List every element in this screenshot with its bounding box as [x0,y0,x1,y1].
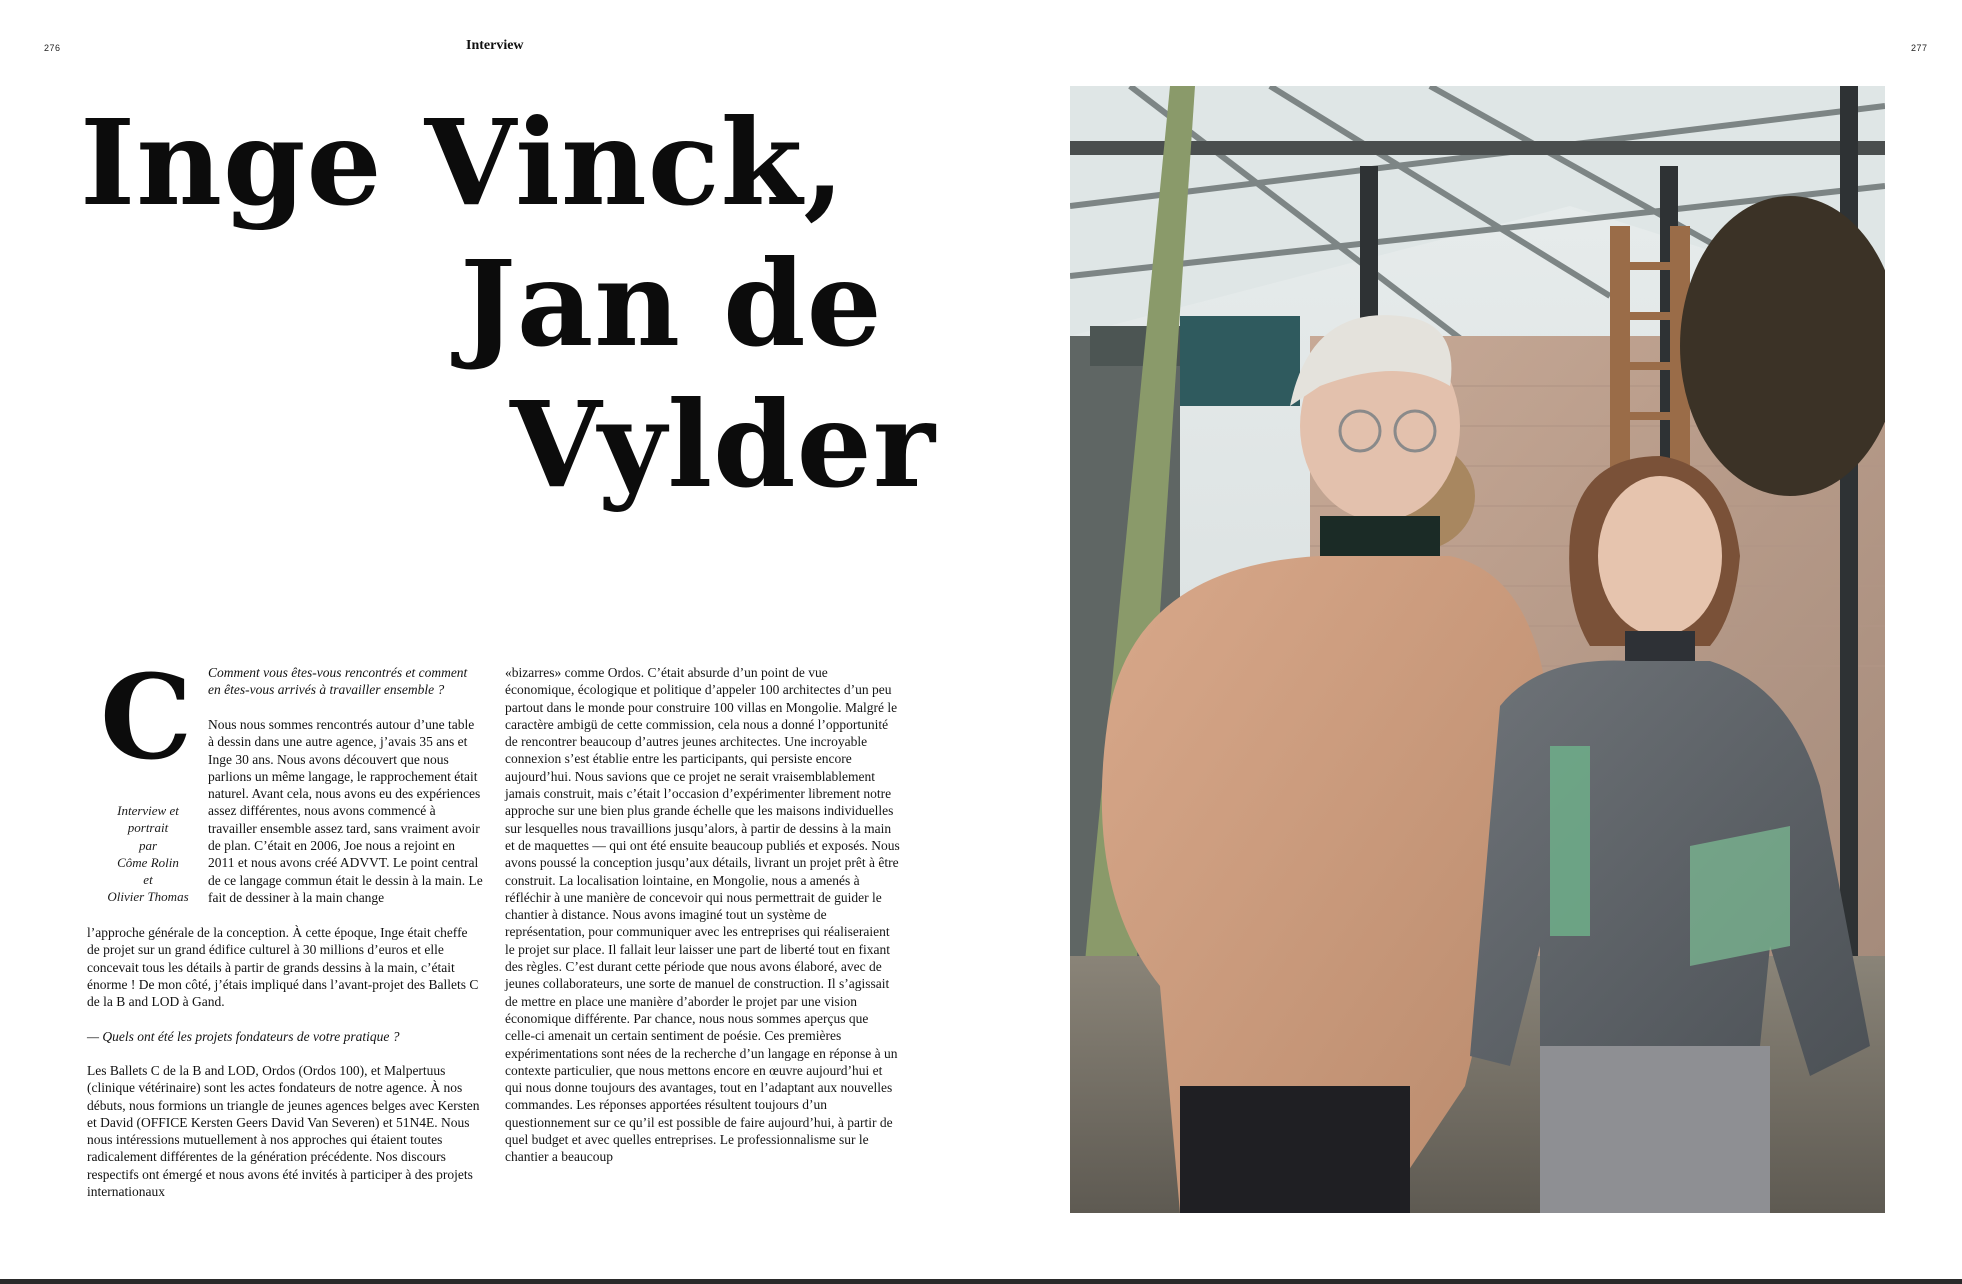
page-number-left: 276 [44,43,61,53]
interview-credit [98,802,198,906]
answer-1-part-b: l’approche générale de la conception. À cette époque, Inge était cheffe de projet sur un grand édifice culturel à 30 millions d’euros et elle concevait tous les détails à partir de grands dessins à la main, c’était énorme ! De mon côté, j’étais impliqué dans l’avant-projet des Ballets C de la B and LOD à Gand. [87,925,479,1010]
credit-line: Côme Rolin [117,854,179,870]
question-1: Comment vous êtes-vous rencontrés et comment en êtes-vous arrivés à travailler ensemble ? [208,665,468,698]
answer-1-part-a: Nous nous sommes rencontrés autour d’une table à dessin dans une autre agence, j’avais 35 ans et Inge 30 ans. Nous avons découvert que nous parlions un même langage, le rapprochement était naturel. Avant cela, nous avons eu des expériences assez différentes, nous avons commencé à travailler ensemble assez tard, sans vraiment avoir de plan. C’était en 2006, Joe nous a rejoint en 2011 et nous avons créé ADVVT. Le point central de ce langage commun était le dessin à la main. Le fait de dessiner à la main change [208,717,483,905]
headline-line-2: Jan de [460,234,883,373]
headline-line-3: Vylder [510,375,936,514]
text-column-right [505,664,900,1166]
credit-line: Olivier Thomas [107,889,189,905]
column-2-text: «bizarres» comme Ordos. C’était absurde d’un point de vue économique, écologique et politique d’appeler 100 architectes d’un peu partout dans le monde pour construire 100 villas en Mongolie. Malgré le caractère ambigü de cette commission, cela nous a donné l’opportunité de rencontrer beaucoup d’autres jeunes architectes. Une incroyable connexion s’est établie entre les participants, qui persiste encore aujourd’hui. Nous savions que ce projet ne serait vraisemblablement jamais construit, mais c’était l’occasion d’expérimenter librement notre approche sur une bien plus grande échelle que les maisons individuelles sur lesquelles nous travaillions jusqu’alors, à partir de dessins à la main et de maquettes — qui ont été ensuite beaucoup publiés et exposés. Nous avons poussé la conception jusqu’aux détails, livrant un projet prêt à être construit. La localisation lointaine, en Mongolie, nous a amenés à réfléchir à une manière de concevoir qui nous permettrait de guider le chantier à distance. Nous avons imaginé tout un système de représentation, pour communiquer avec les entreprises qui réaliseraient le projet sur place. Il fallait leur laisser une part de liberté tout en fixant des règles. C’est durant cette période que nous avons élaboré, avec de jeunes collaborateurs, une sorte de manuel de construction. Il s’agissait de mettre en place une manière d’aborder le projet par une vision économique différente. Par chance, nous nous sommes aperçus que celle-ci amenait un certain sentiment de poésie. Ces premières expérimentations sont nées de la recherche d’un langage en réponse à un contexte particulier, que nous mettons encore en œuvre aujourd’hui et qui nous donne toujours des avantages, tout en l’adaptant aux nouvelles commandes. Les réponses apportées résultent toujours d’un questionnement sur ce qu’il est possible de faire aujourd’hui, à partir de quel budget et avec quelles entreprises. Le professionnalisme sur le chantier a beaucoup [505,665,900,1165]
question-2: — Quels ont été les projets fondateurs de votre pratique ? [87,1029,400,1044]
answer-2: Les Ballets C de la B and LOD, Ordos (Ordos 100), et Malpertuus (clinique vétérinaire) sont les actes fondateurs de notre agence. À nos débuts, nous formions un triangle de jeunes agences belges avec Kersten et David (OFFICE Kersten Geers David Van Severen) et 51N4E. Nous nous intéressions mutuellement à nos approches qui étaient toutes radicalement différentes de la génération précédente. Nos discours respectifs ont émergé et nous avons été invités à participer à des projets internationaux [87,1063,480,1200]
portrait-photo [1070,86,1885,1213]
bottom-edge [0,1279,1962,1284]
credit-line: Interview et [117,803,179,818]
page-number-right: 277 [1911,43,1928,53]
credit-line: par [138,837,158,853]
drop-cap: C [100,650,193,786]
section-label: Interview [466,38,524,53]
credit-line: et [143,872,153,888]
headline-line-1: Inge Vinck, [80,93,846,232]
article-headline [80,92,936,515]
credit-line: portrait [127,820,169,836]
photo-illustration [1070,86,1885,1213]
